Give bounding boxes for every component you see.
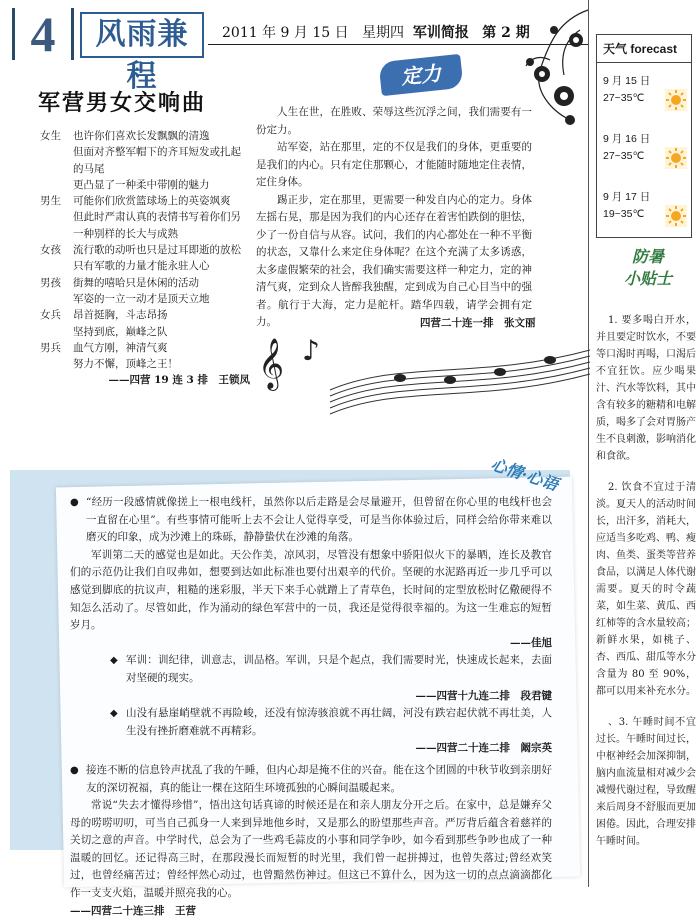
sun-icon xyxy=(665,89,687,111)
mood-bullet xyxy=(110,705,552,740)
weather-forecast xyxy=(596,34,692,238)
poem-speaker xyxy=(40,356,73,372)
weather-day xyxy=(597,63,691,121)
poem-line xyxy=(40,258,250,274)
poem-line xyxy=(40,324,250,340)
mood-text: 接连不断的信息铃声扰乱了我的午睡，但内心却是掩不住的兴奋。能在这个团圆的中秋节收到亲朋好友的深切祝福，真的能让一棵在这陌生环境孤独的心瞬间温暖起来。 xyxy=(86,763,552,794)
poem-line xyxy=(40,128,250,144)
newspaper-title: 风雨兼程 xyxy=(80,12,204,58)
mood-text: “经历一段感情就像搓上一根电线杆，虽然你以后走路是会尽量避开，但曾留在你心里的电线杆也会一直留在心里”。有些事情可能听上去不会让人觉得享受，可是当你体验过后，同样会给你带来难以磨灭的印象，成为沙滩上的珠砾，静静蛰伏在沙滩的角落。 xyxy=(86,496,552,544)
mood-text: 军训：训纪律，训意志，训品格。军训，只是个起点，我们需要时光，快速成长起来，去面对坚硬的现实。 xyxy=(126,654,552,684)
mood-bullet xyxy=(70,494,552,547)
poem-line-text: 努力不懈，顶峰之王！ xyxy=(73,358,178,371)
mood-bullet xyxy=(70,762,552,797)
poem-line xyxy=(40,242,250,258)
poem-line-text: 更凸显了一种柔中带刚的魅力 xyxy=(73,178,210,191)
mood-signature: ——四营十九连二排 段君键 xyxy=(415,689,552,702)
poem-line xyxy=(40,291,250,307)
issue-number: 4 xyxy=(12,8,74,60)
poem-line-text: 但此时严肃认真的表情书写着你们另一种别样的长大与成熟 xyxy=(73,211,241,240)
bullet-dot-icon: ◆ xyxy=(110,655,118,667)
poem-line-text: 流行歌的动听也只是过耳即逝的放松 xyxy=(73,244,241,257)
weather-day xyxy=(597,121,691,179)
poem-line-text: 坚持到底，巅峰之队 xyxy=(73,325,168,338)
poem-heading: 军营男女交响曲 xyxy=(38,90,207,116)
poem-line-text: 昂首挺胸，斗志昂扬 xyxy=(73,309,168,322)
mood-heading: 心情·心语 xyxy=(488,454,561,495)
weather-date: 9 月 16 日 xyxy=(603,133,651,145)
poem-line-text: 军姿的一立一动才是顶天立地 xyxy=(73,292,210,305)
bullet-dot-icon: ● xyxy=(70,497,79,508)
mood-signature: ——佳旭 xyxy=(510,636,552,649)
poem xyxy=(40,128,250,389)
bullet-dot-icon: ◆ xyxy=(110,708,118,720)
tips-heading xyxy=(608,246,688,290)
poem-line xyxy=(40,193,250,209)
poem-line-text: 但面对齐整军帽下的齐耳短发或扎起的马尾 xyxy=(73,146,241,175)
weather-date: 9 月 15 日 xyxy=(603,75,651,87)
weather-date: 9 月 17 日 xyxy=(603,191,651,203)
poem-line xyxy=(40,340,250,356)
poem-line-text: 只有军歌的力量才能永驻人心 xyxy=(73,260,210,273)
tips-heading-line: 小贴士 xyxy=(623,269,672,288)
poem-speaker: 女兵 xyxy=(40,309,61,322)
dateline xyxy=(222,22,530,42)
essay-paragraph: 站军姿，站在那里，定的不仅是我们的身体，更重要的是我们的内心。只有定住那颗心，才能随时随地定住表情，定住身体。 xyxy=(256,141,532,188)
tip-item: 2. 饮食不宜过于清淡。夏天人的活动时间长，出汗多，消耗大，应适当多吃鸡、鸭、瘦肉、鱼类、蛋类等营养食品，以满足人体代谢需要。夏天的时令蔬菜，如生菜、黄瓜、西红柿等的含水量较高；新鲜水果，如桃子、杏、西瓜、甜瓜等水分含量为 80 至 90%，都可以用来补充水分。 xyxy=(596,482,696,697)
poem-speaker xyxy=(40,209,73,242)
bullet-dot-icon: ● xyxy=(70,764,79,776)
sun-icon xyxy=(665,205,687,227)
weather-temp: 27~35℃ xyxy=(603,92,645,104)
mood-text: 山没有悬崖峭壁就不再险峻，还没有惊涛骇浪就不再壮阔，河没有跌宕起伏就不再壮美，人生没有挫折磨难就不再精彩。 xyxy=(126,707,552,737)
tip-item: 1. 要多喝白开水，并且要定时饮水，不要等口渴时再喝，口渴后不宜狂饮。应少喝果汁、汽水等饮料，其中含有较多的糖精和电解质，喝多了会对胃肠产生不良刺激，影响消化和食欲。 xyxy=(596,315,696,462)
mood-signature: ——四营二十连三排 王营 xyxy=(70,904,196,917)
weather-title: 天气 forecast xyxy=(597,35,691,63)
weather-day xyxy=(597,179,691,237)
tip-item: 、3. 午睡时间不宜过长。午睡时间过长，中枢神经会加深抑制，脑内血流量相对减少会减慢代谢过程，导致醒来后周身不舒服而更加困倦。因此，合理安排午睡时间。 xyxy=(596,717,696,847)
tips-heading-line: 防暑 xyxy=(631,247,664,266)
poem-line-text: 也许你们喜欢长发飘飘的清逸 xyxy=(73,130,210,142)
weather-temp: 19~35℃ xyxy=(603,208,645,220)
issue-label: 第 2 期 xyxy=(482,25,530,41)
poem-speaker xyxy=(40,258,73,274)
column-divider xyxy=(588,0,589,887)
poem-speaker xyxy=(40,291,73,307)
essay-paragraph: 踢正步，定在那里，更需要一种发自内心的定力。身体左摇右晃，那是因为我们的内心还存在着害怕跌倒的胆怯，少了一份自信与从容。试问，我们的内心都处在一种不平衡的状态，又靠什么来定住身体呢？在这个充满了太多诱惑，太多虚假繁荣的社会，我们确实需要这样一种定力，定的神清气爽，定到众人皆醉我独醒，定到成为自己心目当中的强者。航行于大海，定力是舵杆。踏华四载，请学会拥有定力。 xyxy=(256,193,532,328)
mood-text: 常说“失去才懂得珍惜”，悟出这句话真谛的时候还是在和亲人朋友分开之后。在家中，总是嫌弃父母的唠唠叨叨，可当自己孤身一人来到异地他乡时，又是那么的盼望那些声音。严厉背后蕴含着慈祥的关切之意的声音。中学时代，总会为了一些鸡毛蒜皮的小事和同学争吵，如今看到那些争吵也成了一种温暖的回忆。还记得高三时，在那段漫长而短暂的时光里，我们曾一起拼搏过，也曾失落过;曾经欢笑过，也曾经痛苦过；曾经怦然心动过，也曾黯然伤神过。但这已不算什么，因为这一切的点点滴滴都化作一支支火焰，温暖并照亮我的心。 xyxy=(70,799,552,900)
poem-line xyxy=(40,356,250,372)
poem-line-text: 血气方刚，神清气爽 xyxy=(73,341,168,354)
essay-paragraph: 人生在世，在胜败、荣辱这些沉浮之间，我们需要有一份定力。 xyxy=(256,106,532,136)
essay-body xyxy=(256,104,532,332)
poem-speaker xyxy=(40,324,73,340)
poem-speaker: 男生 xyxy=(40,195,61,208)
poem-line xyxy=(40,177,250,193)
poem-line-text: 街舞的嘻哈只是休闲的活动 xyxy=(73,276,199,289)
mood-body xyxy=(70,494,552,920)
poem-signature: ——四营 19 连 3 排 王锁凤 xyxy=(108,374,250,387)
mood-signature: ——四营二十连二排 阚宗英 xyxy=(415,742,552,755)
poem-line-text: 可能你们欣赏篮球场上的英姿飒爽 xyxy=(73,195,231,208)
date: 2011 年 9 月 15 日 xyxy=(222,25,349,41)
weather-temp: 27~35℃ xyxy=(603,150,645,162)
weekday: 星期四 xyxy=(361,25,404,41)
sun-icon xyxy=(665,147,687,169)
poem-speaker: 男兵 xyxy=(40,341,61,354)
svg-text:♪: ♪ xyxy=(302,334,320,367)
poem-speaker xyxy=(40,144,73,177)
music-staff-icon xyxy=(250,320,590,430)
poem-line xyxy=(40,209,250,242)
essay-signature: 四营二十连一排 张文丽 xyxy=(420,317,536,329)
poem-line xyxy=(40,144,250,177)
poem-speaker xyxy=(40,177,73,193)
poem-line xyxy=(40,307,250,323)
paper-name: 军训简报 xyxy=(412,25,469,41)
mood-bullet xyxy=(110,652,552,687)
mood-text: 军训第二天的感觉也是如此。天公作美，凉风羽，尽管没有想象中骄阳似火下的暴晒，连长及教官们的示范仍让我们自叹弗如，想要到达如此标准也要付出艰辛的代价。坚硬的水泥路再近一步几乎可以感觉到脚底的抗议声，粗糙的迷彩服，半天下来手心就蹭上了青草色，长时间的定型放松时亿儆硬得不知怎么活动了。尽管如此，作为涌动的绿色军营中的一员，我还是觉得很幸福的。为这一生难忘的短暂岁月。 xyxy=(70,548,552,632)
essay-badge: 定力 xyxy=(378,54,463,96)
svg-text:𝄞: 𝄞 xyxy=(258,338,285,389)
poem-speaker: 男孩 xyxy=(40,276,61,289)
poem-speaker: 女生 xyxy=(40,130,61,142)
poem-speaker: 女孩 xyxy=(40,244,61,257)
tips-body xyxy=(596,312,696,864)
poem-line xyxy=(40,275,250,291)
